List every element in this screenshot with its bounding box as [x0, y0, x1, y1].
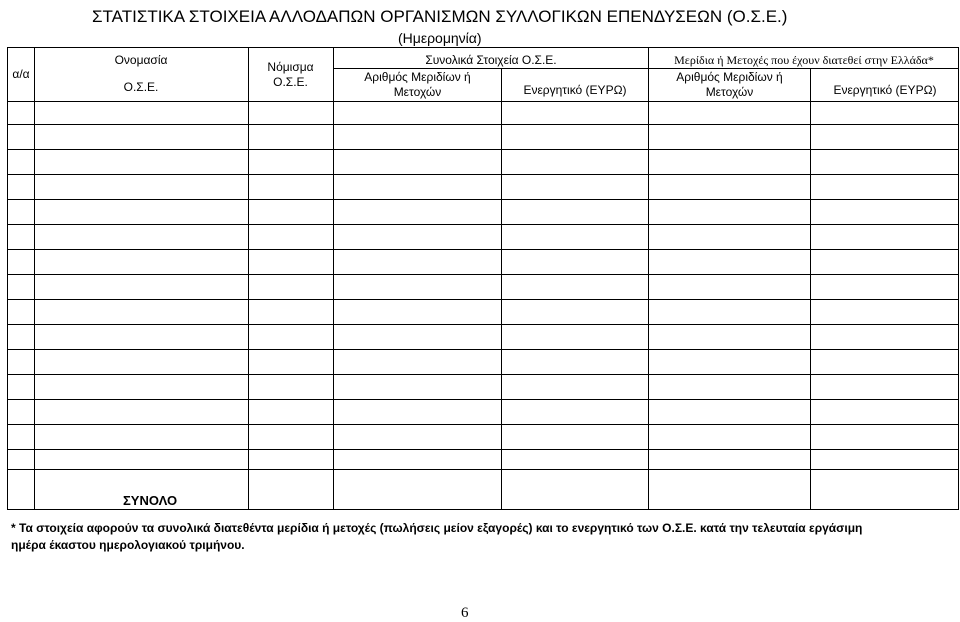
- row-line: [8, 149, 958, 150]
- col-divider: [34, 48, 35, 509]
- header-assets-greece: Ενεργητικό (ΕΥΡΩ): [833, 83, 937, 97]
- row-line: [8, 249, 958, 250]
- page-number: 6: [461, 605, 469, 621]
- statistics-table: [7, 47, 959, 510]
- group-header-divider: [333, 68, 959, 69]
- col-divider: [648, 48, 649, 509]
- header-bottom-line: [8, 101, 958, 102]
- header-assets-total: Ενεργητικό (ΕΥΡΩ): [523, 83, 627, 97]
- row-line: [8, 424, 958, 425]
- col-divider: [810, 69, 811, 509]
- date-subtitle: (Ημερομηνία): [398, 30, 482, 46]
- row-line: [8, 199, 958, 200]
- header-group-greece: Μερίδια ή Μετοχές που έχουν διατεθεί στην Ελλάδα*: [674, 53, 934, 67]
- header-units-line1: Αριθμός Μεριδίων ή: [364, 70, 471, 84]
- footnote-line2: ημέρα έκαστου ημερολογιακού τριμήνου.: [11, 538, 245, 552]
- row-line: [8, 349, 958, 350]
- row-line: [8, 469, 958, 470]
- header-aa: α/α: [12, 67, 30, 81]
- row-line: [8, 274, 958, 275]
- page-title: ΣΤΑΤΙΣΤΙΚΑ ΣΤΟΙΧΕΙΑ ΑΛΛΟΔΑΠΩΝ ΟΡΓΑΝΙΣΜΩΝ ΣΥΛΛΟΓΙΚΩΝ ΕΠΕΝΔΥΣΕΩΝ (Ο.Σ.Ε.): [92, 7, 788, 26]
- header-name: [35, 53, 247, 95]
- header-units-total: [334, 70, 501, 100]
- header-units2-line2: Μετοχών: [705, 85, 754, 99]
- col-divider: [333, 48, 334, 509]
- header-name-line1: Ονομασία: [114, 53, 168, 67]
- total-label: ΣΥΝΟΛΟ: [123, 493, 178, 508]
- header-units-line2: Μετοχών: [393, 85, 442, 99]
- header-name-line2: Ο.Σ.Ε.: [123, 80, 159, 94]
- row-line: [8, 449, 958, 450]
- header-currency: [249, 60, 332, 90]
- header-units2-line1: Αριθμός Μεριδίων ή: [676, 70, 783, 84]
- footnote-line1: * Τα στοιχεία αφορούν τα συνολικά διατεθέντα μερίδια ή μετοχές (πωλήσεις μείον εξαγορές) και το ενεργητικό των Ο.Σ.Ε. κατά την τελευταία εργάσιμη: [11, 521, 863, 535]
- row-line: [8, 174, 958, 175]
- header-currency-line2: Ο.Σ.Ε.: [273, 75, 308, 89]
- row-line: [8, 124, 958, 125]
- col-divider: [501, 69, 502, 509]
- row-line: [8, 299, 958, 300]
- row-line: [8, 324, 958, 325]
- row-line: [8, 399, 958, 400]
- row-line: [8, 224, 958, 225]
- header-currency-line1: Νόμισμα: [267, 60, 314, 74]
- header-group-total: Συνολικά Στοιχεία Ο.Σ.Ε.: [425, 53, 557, 67]
- col-divider: [248, 48, 249, 509]
- row-line: [8, 374, 958, 375]
- header-units-greece: [649, 70, 810, 100]
